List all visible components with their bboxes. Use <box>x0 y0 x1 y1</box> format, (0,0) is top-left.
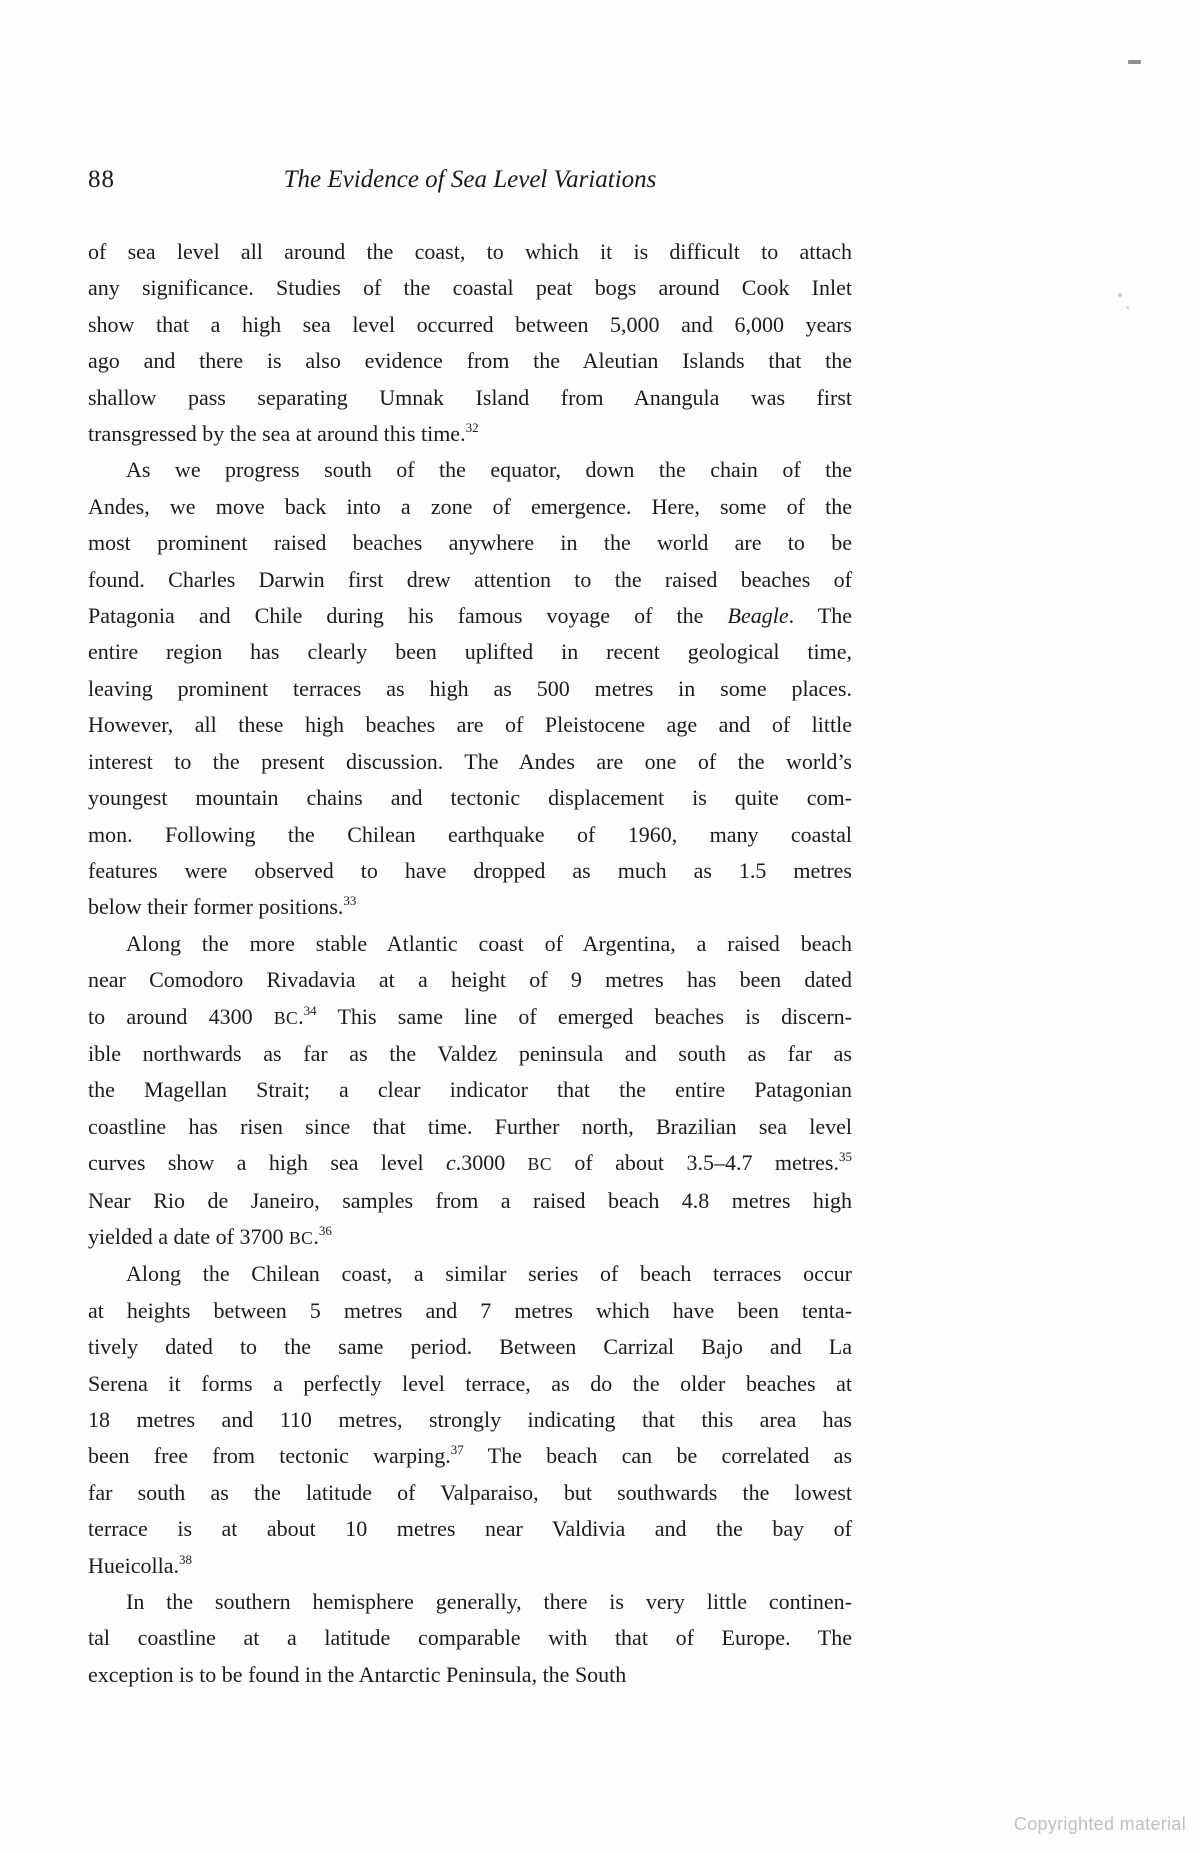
copyright-watermark: Copyrighted material <box>1013 1814 1186 1834</box>
text-line: In the southern hemisphere generally, there is very little continen- <box>126 1589 852 1615</box>
text-line: youngest mountain chains and tectonic displacement is quite com- <box>88 785 852 811</box>
running-header <box>88 166 852 196</box>
text-line: Along the Chilean coast, a similar series of beach terraces occur <box>126 1261 852 1287</box>
text-line: been free from tectonic warping.$^{37}$ The beach can be correlated as <box>88 1442 853 1469</box>
page-body <box>88 234 852 1693</box>
text-line: far south as the latitude of Valparaiso, but southwards the lowest <box>88 1479 852 1505</box>
text-line: Patagonia and Chile during his famous voyage of the Beagle. The <box>88 603 852 629</box>
text-line: exception is to be found in the Antarctic Peninsula, the South <box>88 1661 627 1687</box>
text-line: coastline has risen since that time. Further north, Brazilian sea level <box>88 1113 852 1139</box>
scan-artifact-speck <box>1126 306 1129 309</box>
text-line: As we progress south of the equator, down the chain of the <box>126 457 852 483</box>
text-line: interest to the present discussion. The Andes are one of the world’s <box>88 748 852 774</box>
text-line: entire region has clearly been uplifted in recent geological time, <box>88 639 852 665</box>
text-line: leaving prominent terraces as high as 500 metres in some places. <box>88 675 852 701</box>
scan-artifact-speck <box>1117 292 1123 298</box>
text-line: Hueicolla.$^{38}$ <box>88 1551 193 1578</box>
running-header-title: The Evidence of Sea Level Variations <box>283 166 657 193</box>
text-line: at heights between 5 metres and 7 metres which have been tenta- <box>88 1297 852 1323</box>
scan-artifact-dash <box>1128 60 1141 64</box>
text-line: the Magellan Strait; a clear indicator that the entire Patagonian <box>88 1077 852 1103</box>
text-line: features were observed to have dropped as much as 1.5 metres <box>88 857 852 883</box>
text-line: found. Charles Darwin first drew attention to the raised beaches of <box>88 566 852 592</box>
text-line: below their former positions.$^{33}$ <box>88 893 357 920</box>
text-line: terrace is at about 10 metres near Valdivia and the bay of <box>88 1516 852 1542</box>
text-line: Along the more stable Atlantic coast of Argentina, a raised beach <box>126 930 852 956</box>
text-line: Andes, we move back into a zone of emergence. Here, some of the <box>88 493 852 519</box>
text-line: ago and there is also evidence from the Aleutian Islands that the <box>88 348 852 374</box>
text-line: yielded a date of 3700 BC.$^{36}$ <box>88 1222 332 1249</box>
text-line: transgressed by the sea at around this time.$^{32}$ <box>88 420 479 447</box>
text-line: most prominent raised beaches anywhere in the world are to be <box>88 530 852 556</box>
text-line: However, all these high beaches are of Pleistocene age and of little <box>88 712 852 738</box>
text-line: Near Rio de Janeiro, samples from a raised beach 4.8 metres high <box>88 1187 852 1213</box>
text-line: curves show a high sea level c.3000 BC of about 3.5–4.7 metres.$^{35}$ <box>88 1149 852 1176</box>
text-line: of sea level all around the coast, to which it is difficult to attach <box>88 239 852 264</box>
text-line: 18 metres and 110 metres, strongly indicating that this area has <box>88 1407 852 1432</box>
text-line: ible northwards as far as the Valdez peninsula and south as far as <box>88 1040 852 1066</box>
text-line: shallow pass separating Umnak Island from Anangula was first <box>88 384 852 410</box>
text-line: any significance. Studies of the coastal peat bogs around Cook Inlet <box>88 275 852 301</box>
text-line: tal coastline at a latitude comparable with that of Europe. The <box>88 1625 852 1651</box>
page-number: 88 <box>88 166 115 193</box>
text-line: Serena it forms a perfectly level terrace, as do the older beaches at <box>88 1370 852 1396</box>
text-line: tively dated to the same period. Between Carrizal Bajo and La <box>88 1334 852 1360</box>
text-line: show that a high sea level occurred between 5,000 and 6,000 years <box>88 311 852 337</box>
text-line: mon. Following the Chilean earthquake of 1960, many coastal <box>88 821 852 847</box>
text-line: near Comodoro Rivadavia at a height of 9 metres has been dated <box>88 967 852 993</box>
text-line: to around 4300 BC.$^{34}$ This same line of emerged beaches is discern- <box>88 1002 853 1029</box>
